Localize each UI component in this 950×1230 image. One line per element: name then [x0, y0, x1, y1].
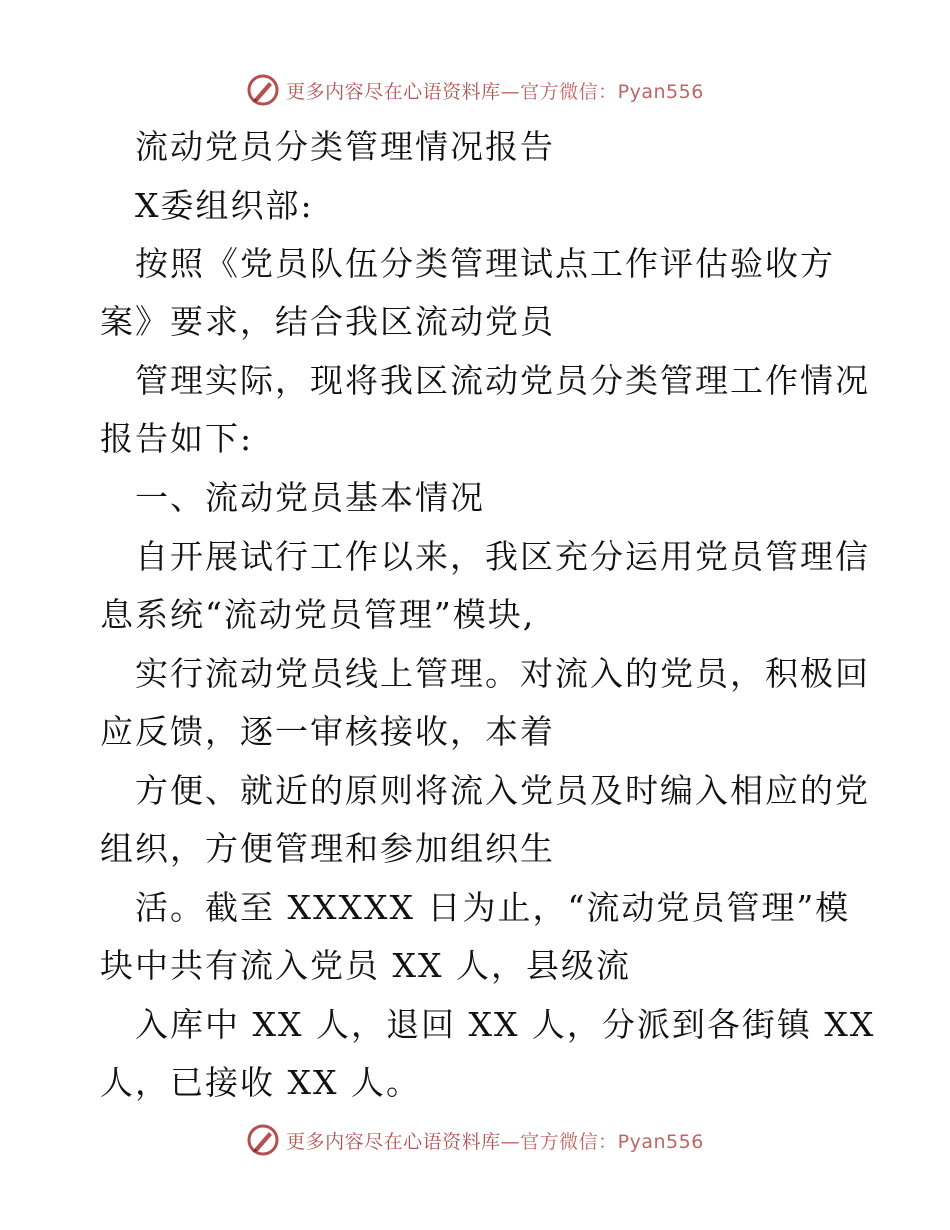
salutation: X委组织部: [135, 186, 314, 225]
paragraph-line: 息系统“流动党员管理”模块, [100, 595, 536, 634]
pen-logo-icon [246, 73, 280, 107]
section-heading: 一、流动党员基本情况 [135, 478, 485, 517]
paragraph-line: 管理实际，现将我区流动党员分类管理工作情况 [135, 361, 870, 400]
paragraph-line: 案》要求，结合我区流动党员 [100, 302, 555, 341]
banner-main-text: 更多内容尽在心语资料库 [286, 80, 501, 103]
banner-wechat-text: —官方微信：Pyan556 [500, 80, 704, 103]
paragraph-line: 实行流动党员线上管理。对流入的党员，积极回 [135, 654, 870, 693]
paragraph-line: 报告如下: [100, 419, 254, 458]
banner-main-text: 更多内容尽在心语资料库 [286, 1130, 501, 1153]
pen-logo-icon [246, 1123, 280, 1157]
paragraph-line: 块中共有流入党员 XX 人，县级流 [100, 946, 631, 985]
paragraph-line: 人，已接收 XX 人。 [100, 1063, 421, 1102]
footer-watermark-banner [0, 1120, 950, 1160]
paragraph-line: 自开展试行工作以来，我区充分运用党员管理信 [135, 537, 870, 576]
paragraph-line: 活。截至 XXXXX 日为止，“流动党员管理”模 [135, 888, 851, 927]
paragraph-line: 应反馈，逐一审核接收，本着 [100, 712, 555, 751]
paragraph-line: 方便、就近的原则将流入党员及时编入相应的党 [135, 771, 870, 810]
paragraph-line: 按照《党员队伍分类管理试点工作评估验收方 [135, 244, 835, 283]
banner-wechat-text: —官方微信：Pyan556 [500, 1130, 704, 1153]
paragraph-line: 入库中 XX 人，退回 XX 人，分派到各街镇 XX [135, 1005, 876, 1044]
document-title: 流动党员分类管理情况报告 [135, 127, 555, 166]
header-watermark-banner [0, 70, 950, 110]
paragraph-line: 组织，方便管理和参加组织生 [100, 829, 555, 868]
